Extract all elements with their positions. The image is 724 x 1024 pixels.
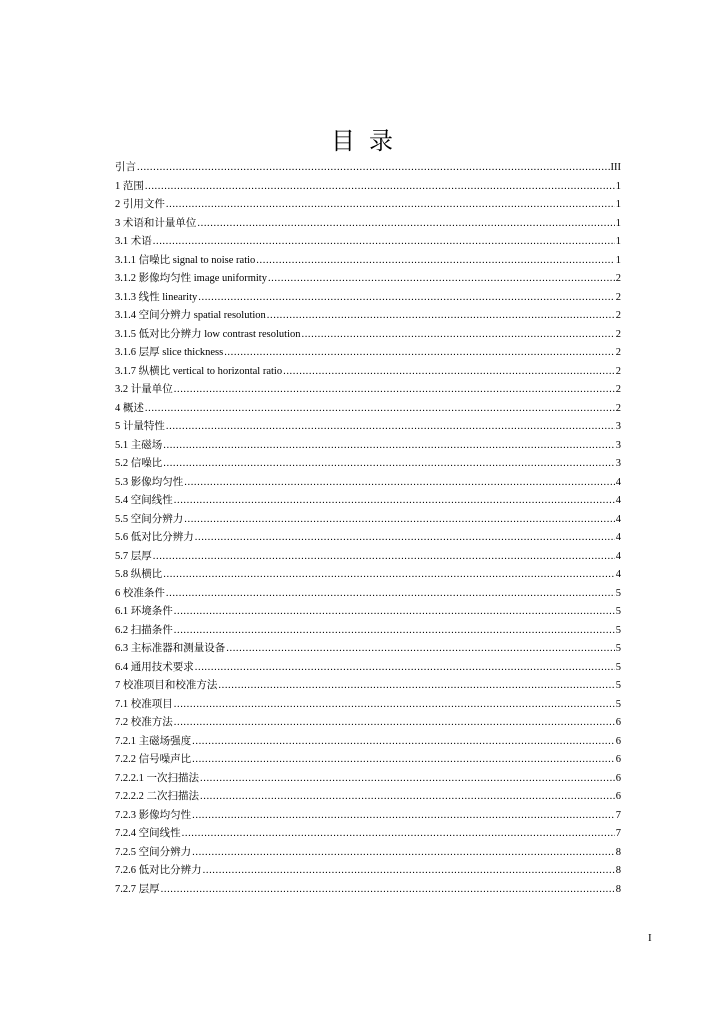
toc-entry-label: 5.3 影像均匀性 <box>115 476 184 488</box>
toc-entry-label: 7.2.5 空间分辨力 <box>115 846 192 858</box>
toc-leader-dots <box>153 233 615 252</box>
toc-entry-label: 1 范围 <box>115 180 144 192</box>
toc-entry-page: III <box>610 162 621 173</box>
toc-entry[interactable] <box>115 696 621 715</box>
toc-entry-page: 4 <box>615 495 621 506</box>
toc-entry-label: 4 概述 <box>115 402 144 414</box>
toc-entry[interactable] <box>115 344 621 363</box>
toc-entry-page: 7 <box>615 828 621 839</box>
toc-entry[interactable] <box>115 418 621 437</box>
toc-leader-dots <box>137 159 610 178</box>
toc-entry-page: 3 <box>615 439 621 451</box>
toc-entry-label: 7.2.1 主磁场强度 <box>115 735 192 747</box>
toc-entry-page: 2 <box>615 310 621 321</box>
toc-entry[interactable] <box>115 603 621 622</box>
page-number: I <box>648 932 652 944</box>
toc-entry[interactable] <box>115 196 621 215</box>
page-title: 目录 <box>331 127 407 155</box>
toc-entry-page: 5 <box>615 606 621 617</box>
toc-entry[interactable] <box>115 714 621 733</box>
toc-leader-dots <box>192 844 615 863</box>
toc-entry-label: 5.6 低对比分辨力 <box>115 532 194 543</box>
toc-leader-dots <box>195 659 615 678</box>
toc-leader-dots <box>203 862 615 881</box>
toc-entry[interactable] <box>115 566 621 585</box>
toc-entry-label: 7.2 校准方法 <box>115 717 173 728</box>
toc-leader-dots <box>200 770 615 789</box>
toc-entry-page: 4 <box>615 513 621 525</box>
toc-entry[interactable] <box>115 788 621 807</box>
toc-entry[interactable] <box>115 492 621 511</box>
toc-entry-label: 5.8 纵横比 <box>115 569 163 580</box>
toc-leader-dots <box>256 252 614 271</box>
toc-entry-label: 6.1 环境条件 <box>115 606 173 617</box>
toc-leader-dots <box>174 381 615 400</box>
toc-entry[interactable] <box>115 585 621 604</box>
toc-entry[interactable] <box>115 548 621 567</box>
toc-leader-dots <box>197 215 614 234</box>
toc-leader-dots <box>174 714 615 733</box>
toc-leader-dots <box>163 455 615 474</box>
toc-entry[interactable] <box>115 677 621 696</box>
toc-entry-label: 3.1.1 信噪比 signal to noise ratio <box>115 254 256 266</box>
toc-entry[interactable] <box>115 825 621 844</box>
toc-entry-label: 7.2.2.1 一次扫描法 <box>115 772 199 784</box>
toc-leader-dots <box>192 751 615 770</box>
toc-entry[interactable] <box>115 807 621 826</box>
toc-entry-page: 2 <box>615 347 621 358</box>
toc-entry-page: 1 <box>615 254 621 266</box>
toc-leader-dots <box>184 511 615 530</box>
toc-entry-label: 3.1.6 层厚 slice thickness <box>115 347 224 358</box>
toc-entry[interactable] <box>115 437 621 456</box>
toc-entry[interactable] <box>115 233 621 252</box>
toc-entry-page: 6 <box>615 717 621 728</box>
toc-entry-page: 8 <box>615 883 621 895</box>
toc-leader-dots <box>166 418 615 437</box>
toc-entry-label: 3.2 计量单位 <box>115 384 173 395</box>
toc-entry-page: 2 <box>615 384 621 395</box>
toc-leader-dots <box>161 881 615 900</box>
toc-entry-label: 5.2 信噪比 <box>115 458 163 469</box>
toc-entry-label: 6.3 主标准器和测量设备 <box>115 643 226 654</box>
toc-entry-label: 7 校准项目和校准方法 <box>115 680 218 691</box>
toc-leader-dots <box>145 400 615 419</box>
toc-entry-label: 6.2 扫描条件 <box>115 624 173 636</box>
toc-entry-label: 5.7 层厚 <box>115 550 152 562</box>
toc-entry-page: 2 <box>615 365 621 377</box>
toc-entry-page: 2 <box>615 273 621 284</box>
toc-entry-page: 1 <box>615 199 621 210</box>
toc-entry-page: 1 <box>615 180 621 192</box>
toc-entry-page: 3 <box>615 458 621 469</box>
toc-entry-label: 6.4 通用技术要求 <box>115 661 194 673</box>
toc-entry-page: 5 <box>615 624 621 636</box>
toc-leader-dots <box>174 622 615 641</box>
toc-entry[interactable] <box>115 400 621 419</box>
toc-entry-label: 3.1 术语 <box>115 236 152 247</box>
toc-entry-page: 4 <box>615 532 621 543</box>
toc-entry[interactable] <box>115 381 621 400</box>
toc-entry-page: 5 <box>615 587 621 599</box>
toc-leader-dots <box>163 566 615 585</box>
toc-entry-page: 8 <box>615 865 621 876</box>
toc-entry-label: 7.2.2 信号噪声比 <box>115 754 192 765</box>
toc-entry-label: 7.2.4 空间线性 <box>115 828 181 839</box>
toc-entry-page: 2 <box>615 328 621 340</box>
toc-entry-label: 6 校准条件 <box>115 587 165 599</box>
toc-leader-dots <box>198 289 615 308</box>
toc-leader-dots <box>182 825 615 844</box>
toc-leader-dots <box>153 548 615 567</box>
toc-entry-page: 4 <box>615 550 621 562</box>
toc-leader-dots <box>174 603 615 622</box>
toc-entry[interactable] <box>115 326 621 345</box>
toc-entry-label: 5.1 主磁场 <box>115 439 163 451</box>
toc-entry-page: 2 <box>615 291 621 303</box>
toc-leader-dots <box>283 363 615 382</box>
toc-entry[interactable] <box>115 159 621 178</box>
toc-leader-dots <box>163 437 615 456</box>
toc-leader-dots <box>192 807 615 826</box>
toc-entry[interactable] <box>115 474 621 493</box>
toc-entry-label: 7.1 校准项目 <box>115 698 173 710</box>
toc-entry-label: 5.4 空间线性 <box>115 495 173 506</box>
toc-entry-label: 7.2.7 层厚 <box>115 883 160 895</box>
toc-leader-dots <box>166 196 615 215</box>
toc-entry-label: 5 计量特性 <box>115 421 165 432</box>
toc-entry-label: 3.1.5 低对比分辨力 low contrast resolution <box>115 328 301 340</box>
toc-entry-label: 7.2.3 影像均匀性 <box>115 809 192 821</box>
toc-entry-page: 6 <box>615 772 621 784</box>
toc-leader-dots <box>174 492 615 511</box>
toc-entry[interactable] <box>115 270 621 289</box>
toc-leader-dots <box>224 344 615 363</box>
toc-leader-dots <box>200 788 615 807</box>
toc-entry-label: 3.1.3 线性 linearity <box>115 291 198 303</box>
toc-entry-page: 4 <box>615 569 621 580</box>
toc-entry-label: 3 术语和计量单位 <box>115 217 197 229</box>
toc-entry[interactable] <box>115 640 621 659</box>
toc-leader-dots <box>195 529 615 548</box>
toc-entry-label: 3.1.2 影像均匀性 image uniformity <box>115 273 267 284</box>
toc-leader-dots <box>301 326 614 345</box>
toc-entry-page: 6 <box>615 754 621 765</box>
toc-entry[interactable] <box>115 881 621 900</box>
toc-entry[interactable] <box>115 751 621 770</box>
toc-entry-page: 5 <box>615 698 621 710</box>
toc-leader-dots <box>192 733 615 752</box>
toc-leader-dots <box>218 677 614 696</box>
toc-entry-page: 8 <box>615 846 621 858</box>
toc-entry-page: 4 <box>615 476 621 488</box>
toc-entry-label: 引言 <box>115 162 136 173</box>
toc-entry[interactable] <box>115 659 621 678</box>
toc-entry[interactable] <box>115 770 621 789</box>
toc-entry[interactable] <box>115 252 621 271</box>
toc-entry-page: 6 <box>615 791 621 802</box>
toc-entry-page: 1 <box>615 236 621 247</box>
toc-leader-dots <box>166 585 615 604</box>
toc-entry[interactable] <box>115 844 621 863</box>
toc-entry[interactable] <box>115 455 621 474</box>
toc-entry[interactable] <box>115 307 621 326</box>
toc-entry[interactable] <box>115 733 621 752</box>
toc-entry[interactable] <box>115 215 621 234</box>
toc-entry[interactable] <box>115 622 621 641</box>
toc-entry[interactable] <box>115 862 621 881</box>
toc-leader-dots <box>184 474 615 493</box>
toc-entry-page: 1 <box>615 217 621 229</box>
toc-leader-dots <box>268 270 615 289</box>
toc-entry-label: 5.5 空间分辨力 <box>115 513 184 525</box>
toc-entry-label: 2 引用文件 <box>115 199 165 210</box>
toc-entry-page: 3 <box>615 421 621 432</box>
toc-entry[interactable] <box>115 289 621 308</box>
toc-entry-page: 6 <box>615 735 621 747</box>
toc-entry[interactable] <box>115 363 621 382</box>
toc-leader-dots <box>145 178 615 197</box>
toc-leader-dots <box>267 307 615 326</box>
toc-entry-page: 7 <box>615 809 621 821</box>
toc-entry[interactable] <box>115 178 621 197</box>
toc-entry-page: 5 <box>615 661 621 673</box>
toc-leader-dots <box>174 696 615 715</box>
toc-entry-page: 2 <box>615 402 621 414</box>
toc-leader-dots <box>226 640 615 659</box>
toc-entry-page: 5 <box>615 680 621 691</box>
toc-entry-label: 7.2.6 低对比分辨力 <box>115 865 202 876</box>
toc-entry-label: 7.2.2.2 二次扫描法 <box>115 791 199 802</box>
toc-entry[interactable] <box>115 511 621 530</box>
table-of-contents <box>115 159 621 899</box>
toc-entry[interactable] <box>115 529 621 548</box>
toc-entry-page: 5 <box>615 643 621 654</box>
toc-entry-label: 3.1.7 纵横比 vertical to horizontal ratio <box>115 365 283 377</box>
toc-entry-label: 3.1.4 空间分辨力 spatial resolution <box>115 310 266 321</box>
